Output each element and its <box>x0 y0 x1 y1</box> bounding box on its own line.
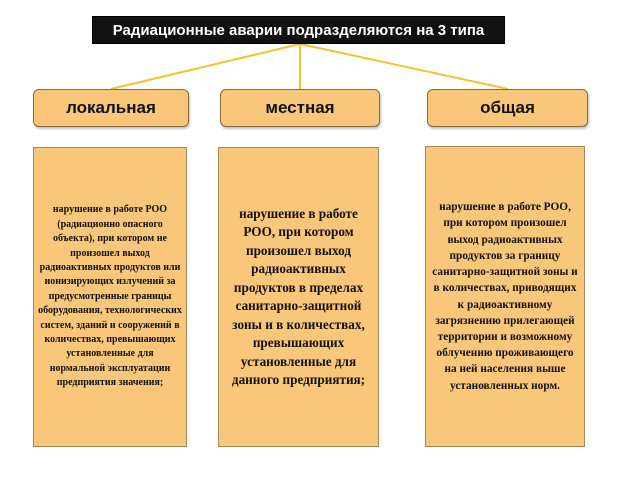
type-description-regional-text: нарушение в работе РОО, при котором произошел выход радиоактивных продуктов в пределах санитарно-защитной зоны и в количествах, превышающих установленные для данного предприятия; <box>231 205 366 387</box>
type-description-local-text: нарушение в работе РОО (радиационно опасного объекта), при котором не произошел выход радиоактивных продуктов или ионизирующих излучений за предусмотренные границы оборудования, технологических систем, зданий и сооружений в количествах, превышающих установленные для нормальной эксплуатации предприятия значения; <box>38 204 182 389</box>
type-description-regional <box>218 147 379 447</box>
type-header-general: общая <box>427 89 588 127</box>
type-header-local: локальная <box>33 89 189 127</box>
type-description-local <box>33 147 187 447</box>
diagram-title: Радиационные аварии подразделяются на 3 типа <box>92 16 505 44</box>
type-description-general <box>425 146 585 447</box>
type-header-regional: местная <box>220 89 380 127</box>
type-description-general-text: нарушение в работе РОО, при котором произошел выход радиоактивных продуктов за границу санитарно-защитной зоны и в количествах, приводящих к радиоактивному загрязнению прилегающей территории и возможному облучению проживающего на ней населения выше установленных норм. <box>432 201 578 392</box>
